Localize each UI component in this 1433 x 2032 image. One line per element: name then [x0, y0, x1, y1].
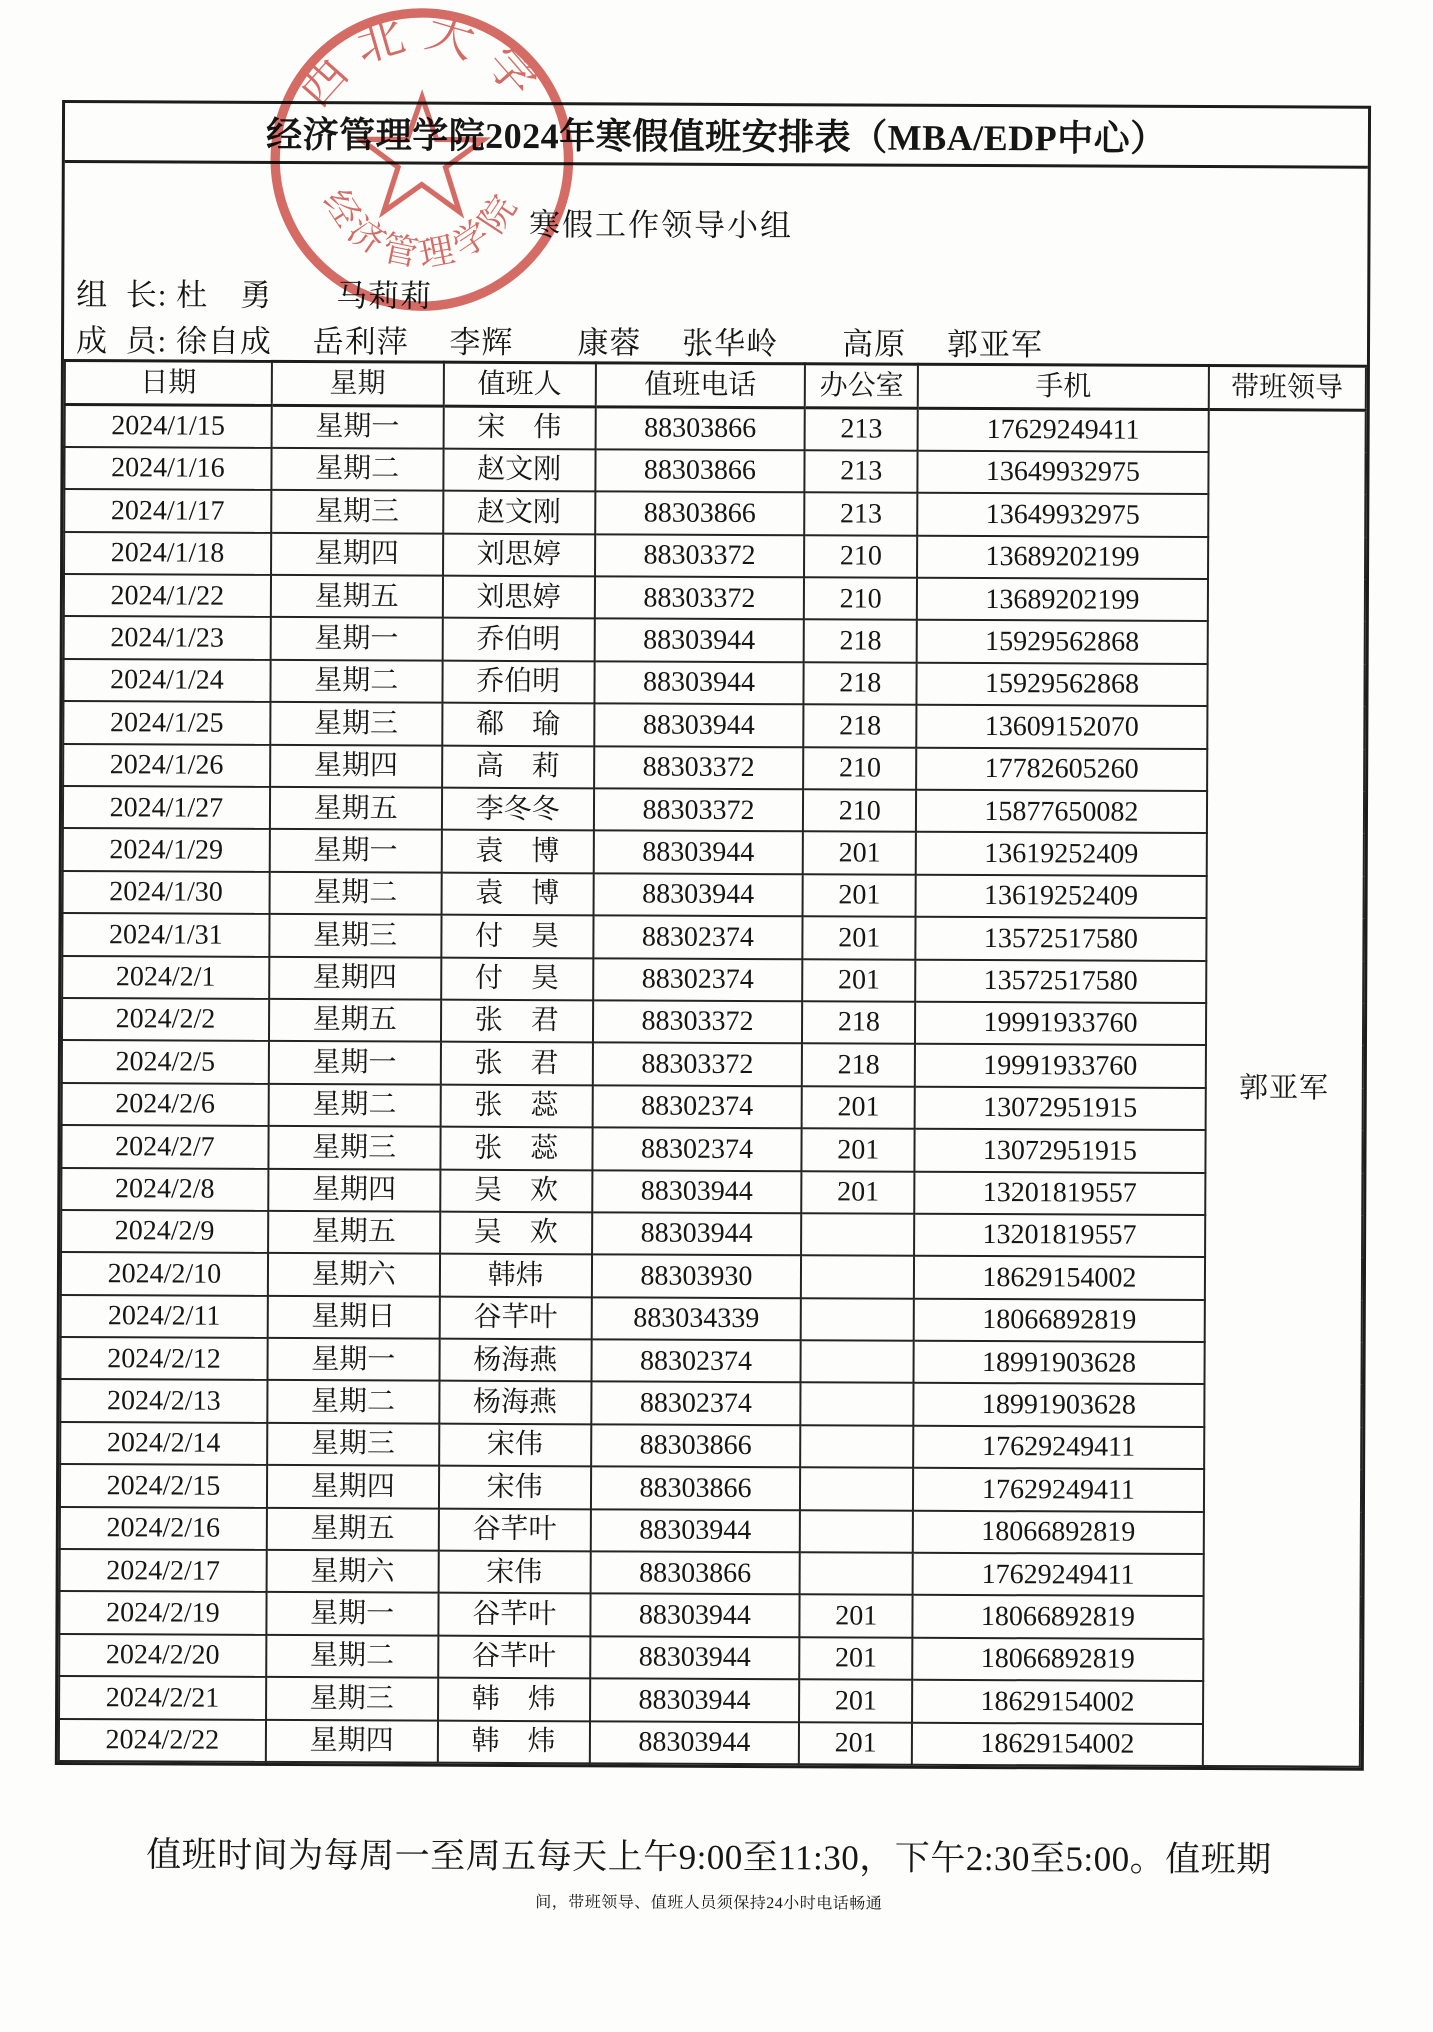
- cell-duty-phone: 88303372: [595, 534, 805, 577]
- cell-office: 201: [802, 1128, 915, 1171]
- cell-date: 2024/2/9: [61, 1210, 268, 1253]
- cell-office: 213: [804, 493, 917, 536]
- cell-mobile: 17629249411: [918, 408, 1208, 452]
- cell-weekday: 星期一: [266, 1592, 438, 1635]
- table-row: [63, 659, 1364, 707]
- cell-office: 213: [805, 408, 918, 451]
- cell-weekday: 星期三: [270, 702, 442, 745]
- header-duty-leader: 带班领导: [1208, 366, 1366, 411]
- cell-office: 210: [804, 535, 917, 578]
- cell-duty-phone: 88302374: [592, 1127, 802, 1170]
- leadership-section: [64, 163, 1368, 365]
- cell-duty-phone: 88303944: [592, 1212, 802, 1255]
- cell-weekday: 星期六: [266, 1550, 438, 1593]
- cell-person: 刘思婷: [442, 576, 594, 619]
- cell-weekday: 星期一: [267, 1338, 439, 1381]
- cell-office: 201: [801, 1171, 914, 1214]
- cell-mobile: 19991933760: [915, 1044, 1205, 1088]
- cell-office: 218: [804, 662, 917, 705]
- table-row: [62, 913, 1363, 961]
- cell-weekday: 星期二: [271, 448, 443, 491]
- cell-date: 2024/2/22: [59, 1719, 266, 1762]
- cell-office: [800, 1552, 913, 1595]
- header-date: 日期: [65, 361, 272, 406]
- cell-person: 韩炜: [439, 1254, 591, 1297]
- cell-office: [800, 1425, 913, 1468]
- cell-person: 杨海燕: [439, 1339, 591, 1382]
- cell-date: 2024/2/15: [60, 1464, 267, 1507]
- cell-date: 2024/1/31: [62, 913, 269, 956]
- cell-weekday: 星期二: [270, 660, 442, 703]
- cell-mobile: 18066892819: [913, 1638, 1203, 1682]
- table-row: [64, 489, 1365, 537]
- cell-office: 201: [803, 874, 916, 917]
- cell-duty-phone: 88303866: [595, 407, 805, 450]
- cell-mobile: 13649932975: [918, 493, 1208, 537]
- cell-office: 210: [803, 747, 916, 790]
- cell-date: 2024/2/2: [62, 998, 269, 1041]
- cell-person: 高 莉: [442, 745, 594, 788]
- cell-mobile: 15929562868: [917, 620, 1207, 664]
- table-row: [64, 574, 1365, 622]
- cell-mobile: 13619252409: [916, 832, 1206, 876]
- cell-duty-phone: 88303866: [591, 1467, 801, 1510]
- table-row: [64, 616, 1365, 664]
- header-weekday: 星期: [272, 361, 444, 406]
- cell-date: 2024/2/19: [59, 1591, 266, 1634]
- cell-duty-phone: 88303944: [594, 619, 804, 662]
- cell-person: 谷芊叶: [439, 1296, 591, 1339]
- table-row: [63, 744, 1364, 792]
- header-duty-phone: 值班电话: [596, 363, 806, 408]
- cell-mobile: 18991903628: [914, 1341, 1204, 1385]
- cell-date: 2024/1/27: [63, 786, 270, 829]
- cell-duty-leader: 郭亚军: [1202, 410, 1365, 1767]
- cell-duty-phone: 88303866: [595, 492, 805, 535]
- cell-weekday: 星期五: [270, 787, 442, 830]
- cell-person: 谷芊叶: [438, 1508, 590, 1551]
- cell-duty-phone: 88303944: [593, 873, 803, 916]
- cell-person: 张 君: [441, 1000, 593, 1043]
- table-row: [62, 1083, 1363, 1131]
- cell-office: [801, 1256, 914, 1299]
- cell-mobile: 17629249411: [913, 1553, 1203, 1597]
- cell-office: 201: [802, 1086, 915, 1129]
- cell-weekday: 星期一: [270, 617, 442, 660]
- table-row: [60, 1507, 1361, 1555]
- cell-duty-phone: 88303944: [594, 661, 804, 704]
- cell-duty-phone: 88303944: [590, 1636, 800, 1679]
- cell-duty-phone: 88303372: [595, 576, 805, 619]
- table-row: [64, 532, 1365, 580]
- table-row: [62, 1040, 1363, 1088]
- cell-person: 乔伯明: [442, 618, 594, 661]
- cell-weekday: 星期二: [267, 1380, 439, 1423]
- cell-mobile: 19991933760: [915, 1002, 1205, 1046]
- footer-note: [0, 1832, 1426, 1930]
- cell-office: 218: [802, 1044, 915, 1087]
- cell-weekday: 星期一: [269, 1041, 441, 1084]
- member-line: [76, 315, 1043, 364]
- leader-label: 组 长:: [76, 277, 168, 313]
- cell-mobile: 13201819557: [915, 1171, 1205, 1215]
- table-row: [59, 1676, 1360, 1724]
- table-row: [65, 405, 1366, 453]
- cell-mobile: 18629154002: [912, 1680, 1202, 1724]
- cell-duty-phone: 88302374: [593, 958, 803, 1001]
- cell-duty-phone: 88302374: [593, 916, 803, 959]
- cell-weekday: 星期五: [267, 1508, 439, 1551]
- cell-mobile: 18629154002: [912, 1722, 1202, 1766]
- cell-duty-phone: 88303372: [594, 788, 804, 831]
- cell-date: 2024/1/22: [64, 574, 271, 617]
- cell-person: 宋伟: [439, 1466, 591, 1509]
- footer-line-1: 值班时间为每周一至周五每天上午9:00至11:30，下午2:30至5:00。值班期: [146, 1835, 1272, 1880]
- cell-person: 吴 欢: [440, 1169, 592, 1212]
- cell-duty-phone: 88302374: [591, 1339, 801, 1382]
- cell-mobile: 13572517580: [916, 917, 1206, 961]
- cell-person: 袁 博: [441, 830, 593, 873]
- cell-weekday: 星期一: [270, 829, 442, 872]
- cell-date: 2024/2/6: [62, 1083, 269, 1126]
- cell-mobile: 17629249411: [913, 1468, 1203, 1512]
- leader-line: [76, 269, 432, 316]
- cell-weekday: 星期四: [266, 1720, 438, 1763]
- cell-date: 2024/2/5: [62, 1040, 269, 1083]
- table-row: [63, 828, 1364, 876]
- cell-duty-phone: 88303866: [590, 1551, 800, 1594]
- header-mobile: 手机: [918, 364, 1208, 409]
- cell-date: 2024/1/24: [63, 659, 270, 702]
- cell-date: 2024/2/17: [60, 1549, 267, 1592]
- cell-duty-phone: 88303372: [593, 1000, 803, 1043]
- cell-date: 2024/2/13: [60, 1379, 267, 1422]
- cell-duty-phone: 88303944: [594, 704, 804, 747]
- cell-weekday: 星期二: [268, 1084, 440, 1127]
- cell-person: 张 蕊: [440, 1127, 592, 1170]
- cell-person: 袁 博: [441, 872, 593, 915]
- table-row: [60, 1379, 1361, 1427]
- table-row: [63, 701, 1364, 749]
- header-office: 办公室: [805, 364, 918, 408]
- cell-date: 2024/2/8: [61, 1168, 268, 1211]
- cell-office: 201: [800, 1595, 913, 1638]
- cell-weekday: 星期六: [268, 1253, 440, 1296]
- cell-date: 2024/2/11: [61, 1295, 268, 1338]
- cell-weekday: 星期三: [271, 490, 443, 533]
- cell-date: 2024/2/1: [62, 956, 269, 999]
- cell-mobile: 18629154002: [914, 1256, 1204, 1300]
- cell-date: 2024/2/14: [60, 1422, 267, 1465]
- cell-date: 2024/1/17: [64, 489, 271, 532]
- cell-weekday: 星期二: [266, 1635, 438, 1678]
- cell-office: 201: [799, 1679, 912, 1722]
- cell-person: 赵文刚: [443, 449, 595, 492]
- cell-mobile: 13609152070: [917, 705, 1207, 749]
- cell-mobile: 13072951915: [915, 1086, 1205, 1130]
- table-row: [61, 1125, 1362, 1173]
- cell-office: [800, 1510, 913, 1553]
- cell-mobile: 13689202199: [917, 578, 1207, 622]
- cell-date: 2024/2/7: [61, 1125, 268, 1168]
- table-row: [63, 786, 1364, 834]
- cell-office: [801, 1213, 914, 1256]
- cell-office: 218: [802, 1001, 915, 1044]
- cell-weekday: 星期四: [269, 956, 441, 999]
- cell-duty-phone: 88303944: [590, 1679, 800, 1722]
- cell-person: 张 君: [440, 1042, 592, 1085]
- cell-mobile: 18066892819: [913, 1510, 1203, 1554]
- cell-mobile: 13572517580: [916, 959, 1206, 1003]
- cell-person: 杨海燕: [439, 1381, 591, 1424]
- cell-date: 2024/2/21: [59, 1676, 266, 1719]
- cell-person: 宋 伟: [443, 406, 595, 449]
- cell-duty-phone: 88303866: [595, 449, 805, 492]
- cell-mobile: 13072951915: [915, 1129, 1205, 1173]
- cell-duty-phone: 88303930: [592, 1255, 802, 1298]
- table-row: [60, 1422, 1361, 1470]
- cell-date: 2024/1/18: [64, 532, 271, 575]
- cell-office: [800, 1468, 913, 1511]
- cell-duty-phone: 883034339: [591, 1297, 801, 1340]
- cell-weekday: 星期四: [267, 1465, 439, 1508]
- cell-office: 201: [799, 1637, 912, 1680]
- leader-names: 杜 勇 马莉莉: [176, 277, 433, 314]
- table-row: [59, 1719, 1360, 1767]
- cell-office: 201: [799, 1722, 912, 1765]
- cell-date: 2024/2/10: [61, 1252, 268, 1295]
- table-row: [61, 1295, 1362, 1343]
- table-row: [63, 871, 1364, 919]
- cell-date: 2024/2/12: [61, 1337, 268, 1380]
- duty-table-body: [59, 405, 1366, 1767]
- cell-date: 2024/1/30: [63, 871, 270, 914]
- cell-mobile: 18066892819: [914, 1298, 1204, 1342]
- header-person: 值班人: [443, 362, 595, 407]
- cell-person: 谷芊叶: [438, 1635, 590, 1678]
- cell-weekday: 星期三: [267, 1423, 439, 1466]
- cell-office: 218: [803, 704, 916, 747]
- cell-weekday: 星期日: [268, 1296, 440, 1339]
- table-row: [59, 1634, 1360, 1682]
- cell-weekday: 星期三: [269, 914, 441, 957]
- cell-person: 刘思婷: [443, 533, 595, 576]
- cell-mobile: 13689202199: [917, 535, 1207, 579]
- cell-mobile: 17629249411: [914, 1426, 1204, 1470]
- table-row: [61, 1337, 1362, 1385]
- duty-table: [58, 359, 1367, 1768]
- page-title: 经济管理学院2024年寒假值班安排表（MBA/EDP中心）: [65, 103, 1368, 169]
- cell-date: 2024/1/26: [63, 744, 270, 787]
- cell-weekday: 星期三: [268, 1126, 440, 1169]
- seal-top-text: 西北大学: [287, 4, 558, 118]
- cell-person: 宋伟: [439, 1424, 591, 1467]
- cell-office: [801, 1298, 914, 1341]
- cell-mobile: 13649932975: [918, 451, 1208, 495]
- document-frame: [55, 100, 1371, 1771]
- cell-office: 201: [803, 832, 916, 875]
- cell-office: 201: [802, 959, 915, 1002]
- group-heading: 寒假工作领导小组: [528, 207, 794, 244]
- cell-person: 谷芊叶: [438, 1593, 590, 1636]
- cell-person: 付 昊: [441, 957, 593, 1000]
- cell-duty-phone: 88302374: [591, 1382, 801, 1425]
- cell-weekday: 星期三: [266, 1677, 438, 1720]
- cell-office: [801, 1340, 914, 1383]
- cell-mobile: 15877650082: [916, 790, 1206, 834]
- cell-duty-phone: 88303372: [593, 1043, 803, 1086]
- cell-date: 2024/2/16: [60, 1507, 267, 1550]
- cell-date: 2024/1/25: [63, 701, 270, 744]
- cell-duty-phone: 88303944: [590, 1721, 800, 1764]
- cell-person: 乔伯明: [442, 661, 594, 704]
- cell-weekday: 星期五: [268, 1211, 440, 1254]
- table-header-row: [65, 361, 1366, 411]
- table-row: [60, 1549, 1361, 1597]
- cell-mobile: 13201819557: [914, 1214, 1204, 1258]
- cell-duty-phone: 88303944: [591, 1509, 801, 1552]
- cell-weekday: 星期一: [271, 405, 443, 448]
- cell-duty-phone: 88303944: [590, 1594, 800, 1637]
- cell-weekday: 星期五: [271, 575, 443, 618]
- cell-mobile: 18991903628: [914, 1383, 1204, 1427]
- table-row: [64, 447, 1365, 495]
- cell-person: 韩 炜: [437, 1720, 589, 1763]
- cell-mobile: 13619252409: [916, 875, 1206, 919]
- cell-mobile: 15929562868: [917, 663, 1207, 707]
- cell-office: 210: [803, 789, 916, 832]
- cell-date: 2024/1/29: [63, 828, 270, 871]
- cell-office: 210: [804, 577, 917, 620]
- cell-weekday: 星期二: [269, 872, 441, 915]
- table-row: [61, 1168, 1362, 1216]
- cell-date: 2024/2/20: [59, 1634, 266, 1677]
- cell-weekday: 星期四: [271, 533, 443, 576]
- cell-duty-phone: 88303944: [592, 1170, 802, 1213]
- cell-person: 张 蕊: [440, 1084, 592, 1127]
- cell-office: 213: [805, 450, 918, 493]
- cell-office: 218: [804, 620, 917, 663]
- cell-date: 2024/1/16: [64, 447, 271, 490]
- table-row: [61, 1210, 1362, 1258]
- cell-weekday: 星期四: [268, 1168, 440, 1211]
- cell-person: 赵文刚: [443, 491, 595, 534]
- cell-mobile: 18066892819: [913, 1595, 1203, 1639]
- cell-office: 201: [803, 916, 916, 959]
- table-row: [62, 998, 1363, 1046]
- seal-bottom-text: 经济管理学院: [315, 182, 528, 276]
- table-row: [59, 1591, 1360, 1639]
- cell-weekday: 星期五: [269, 999, 441, 1042]
- table-row: [62, 956, 1363, 1004]
- table-row: [60, 1464, 1361, 1512]
- member-names: 徐自成 岳利萍 李辉 康蓉 张华岭 高原 郭亚军: [175, 323, 1043, 363]
- cell-duty-phone: 88302374: [592, 1085, 802, 1128]
- cell-person: 宋伟: [438, 1551, 590, 1594]
- cell-person: 付 昊: [441, 915, 593, 958]
- cell-weekday: 星期四: [270, 745, 442, 788]
- cell-date: 2024/1/23: [64, 616, 271, 659]
- cell-date: 2024/1/15: [65, 405, 272, 448]
- cell-mobile: 17782605260: [916, 747, 1206, 791]
- cell-office: [801, 1383, 914, 1426]
- cell-duty-phone: 88303866: [591, 1424, 801, 1467]
- cell-duty-phone: 88303944: [593, 831, 803, 874]
- footer-line-2: 间，带班领导、值班人员须保持24小时电话畅通: [535, 1894, 883, 1913]
- cell-duty-phone: 88303372: [594, 746, 804, 789]
- cell-person: 吴 欢: [440, 1212, 592, 1255]
- cell-person: 郗 瑜: [442, 703, 594, 746]
- table-row: [61, 1252, 1362, 1300]
- cell-person: 李冬冬: [441, 788, 593, 831]
- member-label: 成 员:: [75, 323, 168, 359]
- cell-person: 韩 炜: [438, 1678, 590, 1721]
